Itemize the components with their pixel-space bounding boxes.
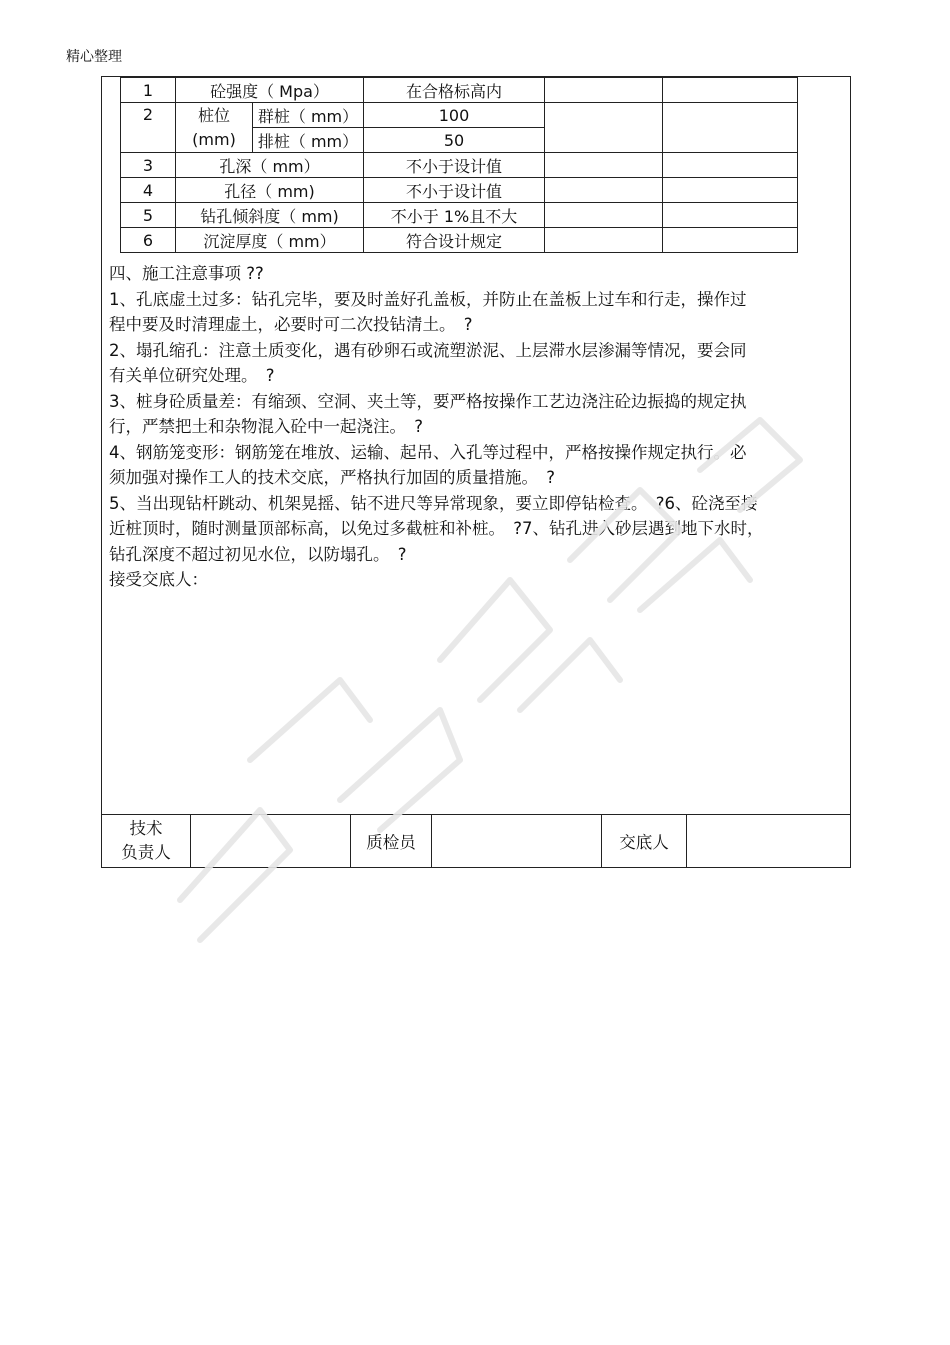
row-number: 5 xyxy=(121,203,176,228)
blank-cell[interactable] xyxy=(663,78,798,103)
blank-cell[interactable] xyxy=(545,203,663,228)
inspection-table xyxy=(120,77,798,253)
table-row xyxy=(121,228,798,253)
item-name: 钻孔倾斜度（ mm) xyxy=(176,203,364,228)
table-row xyxy=(121,78,798,103)
blank-cell[interactable] xyxy=(663,228,798,253)
standard-value: 100 xyxy=(364,103,545,128)
construction-notes xyxy=(109,261,849,593)
row-number xyxy=(121,103,176,153)
table-row xyxy=(121,178,798,203)
signature-row xyxy=(102,814,850,867)
sub-item-name: 排桩（ mm） xyxy=(253,128,364,153)
blank-cell[interactable] xyxy=(663,103,798,153)
item-name: 沉淀厚度（ mm） xyxy=(176,228,364,253)
note-line: 须加强对操作工人的技术交底，严格执行加固的质量措施。 ? xyxy=(109,468,556,487)
note-line: 钻孔深度不超过初见水位，以防塌孔。 ? xyxy=(109,544,407,564)
briefer-label: 交底人 xyxy=(602,815,687,867)
standard-value: 50 xyxy=(364,128,545,153)
inspector-label: 质检员 xyxy=(351,815,432,867)
note-line: 5、当出现钻杆跳动、机架晃摇、钻不进尺等异常现象，要立即停钻检查。 ?6、砼浇至接 xyxy=(109,493,758,513)
standard-value: 在合格标高内 xyxy=(364,78,545,103)
standard-value: 不小于设计值 xyxy=(364,153,545,178)
blank-cell[interactable] xyxy=(663,203,798,228)
notes-heading: 四、施工注意事项 ?? xyxy=(109,264,264,283)
standard-value: 不小于设计值 xyxy=(364,178,545,203)
blank-cell[interactable] xyxy=(545,103,663,153)
note-line: 1、孔底虚土过多：钻孔完毕，要及时盖好孔盖板，并防止在盖板上过车和行走，操作过 xyxy=(109,289,747,309)
blank-cell[interactable] xyxy=(545,153,663,178)
table-row xyxy=(121,103,798,128)
note-line: 4、钢筋笼变形：钢筋笼在堆放、运输、起吊、入孔等过程中，严格按操作规定执行。必 xyxy=(109,442,747,462)
note-line: 行，严禁把土和杂物混入砼中一起浇注。 ? xyxy=(109,417,424,436)
sub-item-name: 群桩（ mm） xyxy=(253,103,364,128)
row-number: 4 xyxy=(121,178,176,203)
item-name-line1: 桩位 xyxy=(197,105,230,125)
note-line: 近桩顶时，随时测量顶部标高，以免过多截桩和补桩。 ?7、钻孔进入砂层遇到地下水时， xyxy=(109,519,764,538)
row-number: 1 xyxy=(121,78,176,103)
form-frame xyxy=(101,76,851,868)
header-note: 精心整理 xyxy=(66,49,122,65)
tech-lead-label-line2: 负责人 xyxy=(121,843,171,862)
blank-cell[interactable] xyxy=(545,78,663,103)
note-line: 3、桩身砼质量差：有缩颈、空洞、夹土等，要严格按操作工艺边浇注砼边振捣的规定执 xyxy=(109,391,747,411)
table-row xyxy=(121,153,798,178)
item-name: 孔径（ mm) xyxy=(176,178,364,203)
table-row xyxy=(121,203,798,228)
note-line: 有关单位研究处理。 ? xyxy=(109,366,275,385)
note-line: 程中要及时清理虚土，必要时可二次投钻清土。 ? xyxy=(109,315,473,334)
note-line: 2、塌孔缩孔：注意土质变化，遇有砂卵石或流塑淤泥、上层滞水层渗漏等情况，要会同 xyxy=(109,340,747,360)
blank-cell[interactable] xyxy=(545,178,663,203)
item-name-line2: (mm) xyxy=(192,129,236,149)
inspector-signature-field[interactable] xyxy=(432,815,602,867)
item-name: 孔深（ mm） xyxy=(176,153,364,178)
tech-lead-label xyxy=(102,815,191,867)
receiver-label: 接受交底人： xyxy=(109,570,208,589)
blank-cell[interactable] xyxy=(545,228,663,253)
row-number: 6 xyxy=(121,228,176,253)
standard-value: 符合设计规定 xyxy=(364,228,545,253)
blank-cell[interactable] xyxy=(663,178,798,203)
item-name xyxy=(176,103,253,153)
blank-cell[interactable] xyxy=(663,153,798,178)
row-number-text: 2 xyxy=(142,105,154,124)
tech-lead-signature-field[interactable] xyxy=(191,815,351,867)
row-number: 3 xyxy=(121,153,176,178)
item-name: 砼强度（ Mpa） xyxy=(176,78,364,103)
briefer-signature-field[interactable] xyxy=(687,815,850,867)
tech-lead-label-line1: 技术 xyxy=(129,819,163,838)
standard-value: 不小于 1%且不大 xyxy=(364,203,545,228)
